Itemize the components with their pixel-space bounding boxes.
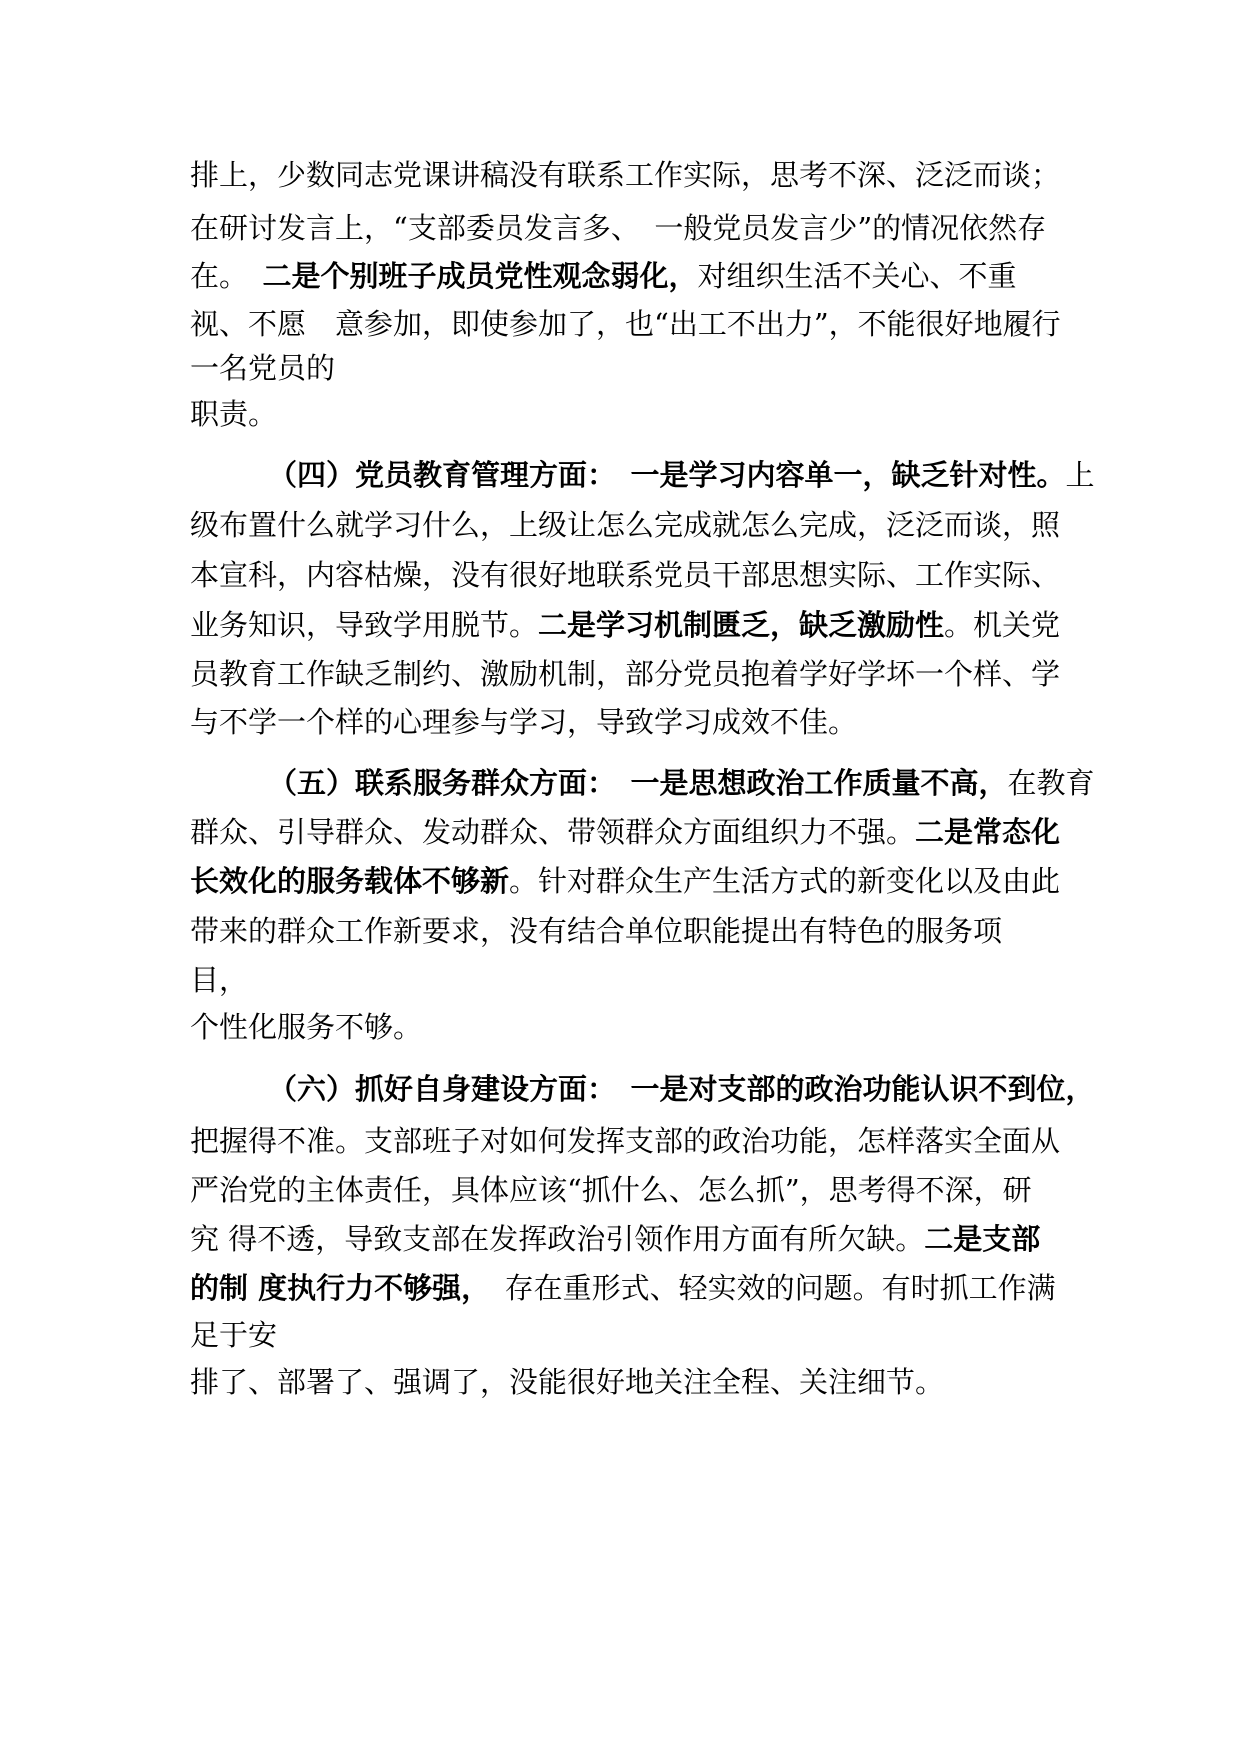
text-line — [190, 702, 857, 742]
text-line — [190, 911, 1002, 951]
text-line — [190, 1219, 1040, 1259]
text-segment: 带来的群众工作新要求，没有结合单位职能提出有特色的服务项 — [190, 914, 1003, 948]
text-segment: 在教育 — [1007, 766, 1095, 800]
text-segment: 员教育工作缺乏制约、激励机制，部分党员抱着学好学坏一个样、学 — [190, 657, 1061, 691]
text-segment: 排了、部署了、强调了，没能很好地关注全程、关注细节。 — [190, 1365, 945, 1399]
text-line — [190, 605, 1060, 645]
text-line — [190, 1121, 1060, 1161]
bold-text-segment: （五）联系服务群众方面： 一是思想政治工作质量不高， — [268, 766, 1008, 800]
bold-text-segment: 长效化的服务载体不够新 — [190, 864, 510, 898]
text-line — [190, 812, 1060, 852]
text-line — [268, 455, 1095, 495]
text-segment: 本宣科，内容枯燥，没有很好地联系党员干部思想实际、工作实际、 — [190, 558, 1061, 592]
text-segment: 业务知识，导致学用脱节。 — [190, 608, 539, 642]
text-line — [190, 654, 1060, 694]
text-line — [190, 1268, 1056, 1308]
text-line — [190, 960, 248, 1000]
text-line — [268, 1069, 1095, 1109]
text-segment: 个性化服务不够。 — [190, 1010, 423, 1044]
text-line — [190, 1170, 1032, 1210]
text-line — [190, 348, 335, 388]
bold-text-segment: 二是个别班子成员党性观念弱化， — [262, 259, 698, 293]
text-segment: 存在重形式、轻实效的问题。有时抓工作满 — [475, 1271, 1056, 1305]
text-line — [190, 555, 1060, 595]
text-line — [190, 861, 1060, 901]
bold-text-segment: （四）党员教育管理方面： 一是学习内容单一，缺乏针对性。 — [268, 458, 1066, 492]
bold-text-segment: 的制 度执行力不够强， — [190, 1271, 476, 1305]
text-segment: 排上，少数同志党课讲稿没有联系工作实际，思考不深、泛泛而谈； — [190, 158, 1061, 192]
text-segment: 级布置什么就学习什么，上级让怎么完成就怎么完成，泛泛而谈，照 — [190, 508, 1061, 542]
text-line — [268, 763, 1095, 803]
text-line — [190, 155, 1060, 195]
text-segment: 在研讨发言上，“支部委员发言多、 一般党员发言少”的情况依然存 — [190, 211, 1047, 245]
text-line — [190, 1362, 944, 1402]
text-segment: 与不学一个样的心理参与学习，导致学习成效不佳。 — [190, 705, 858, 739]
text-segment: 上 — [1065, 458, 1095, 492]
bold-text-segment: 二是学习机制匮乏，缺乏激励性 — [538, 608, 945, 642]
text-segment: 。针对群众生产生活方式的新变化以及由此 — [509, 864, 1061, 898]
bold-text-segment: 二是常态化 — [915, 815, 1061, 849]
text-segment: 把握得不准。支部班子对如何发挥支部的政治功能，怎样落实全面从 — [190, 1124, 1061, 1158]
text-segment: 。机关党 — [944, 608, 1061, 642]
text-line — [190, 1007, 422, 1047]
text-segment: 群众、引导群众、发动群众、带领群众方面组织力不强。 — [190, 815, 916, 849]
text-segment: 一名党员的 — [190, 351, 336, 385]
text-segment: 严治党的主体责任，具体应该“抓什么、怎么抓”，思考得不深，研 — [190, 1173, 1032, 1207]
text-segment: 究 得不透，导致支部在发挥政治引领作用方面有所欠缺。 — [190, 1222, 925, 1256]
text-segment: 目， — [190, 963, 249, 997]
text-segment: 在。 — [190, 259, 263, 293]
text-line — [190, 208, 1046, 248]
text-line — [190, 304, 1061, 344]
text-line — [190, 394, 277, 434]
bold-text-segment: 二是支部 — [924, 1222, 1041, 1256]
text-line — [190, 505, 1060, 545]
text-segment: 视、不愿 意参加，即使参加了，也“出工不出力”，不能很好地履行 — [190, 307, 1061, 341]
text-segment: 职责。 — [190, 397, 278, 431]
text-segment: 对组织生活不关心、不重 — [697, 259, 1017, 293]
text-segment: 足于安 — [190, 1318, 278, 1352]
text-line — [190, 1315, 277, 1355]
bold-text-segment: （六）抓好自身建设方面： 一是对支部的政治功能认识不到位， — [268, 1072, 1095, 1106]
text-line — [190, 256, 1017, 296]
